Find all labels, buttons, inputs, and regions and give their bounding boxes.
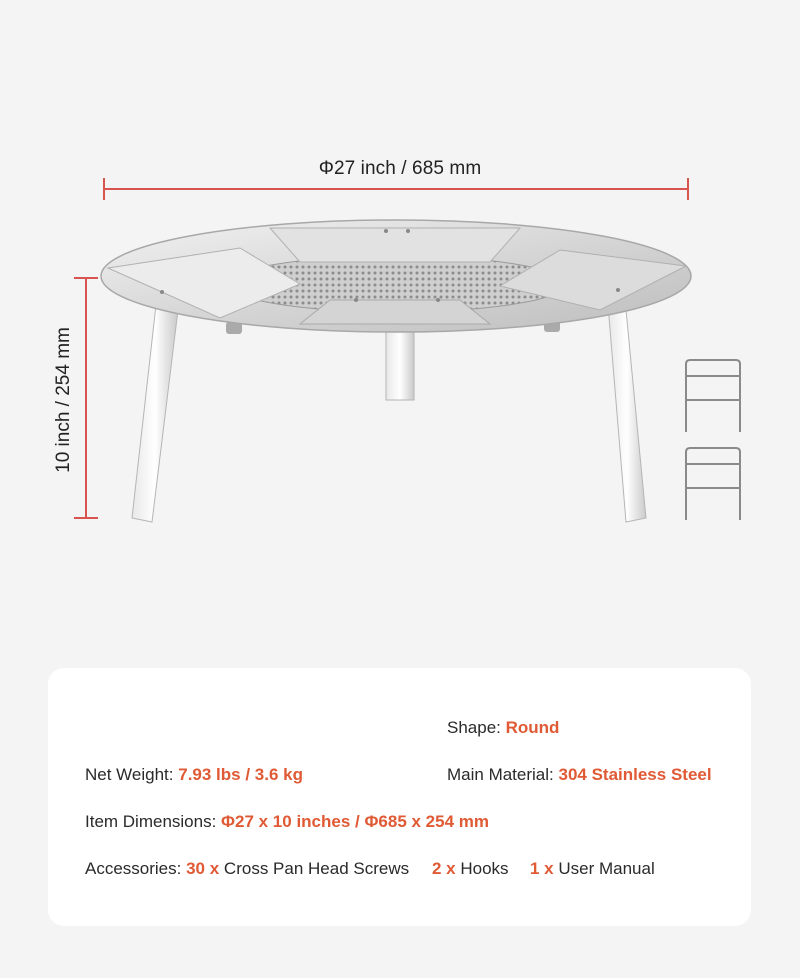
- spec-accessories: [85, 859, 409, 879]
- spec-accessories-label: Accessories:: [85, 859, 187, 878]
- spec-main-material-value: 304 Stainless Steel: [558, 765, 712, 784]
- spec-item-dimensions-value: Φ27 x 10 inches / Φ685 x 254 mm: [221, 812, 490, 831]
- spec-item-dimensions-label: Item Dimensions:: [85, 812, 222, 831]
- spec-main-material-label: Main Material:: [447, 765, 559, 784]
- table-top: [101, 220, 691, 332]
- spec-net-weight-label: Net Weight:: [85, 765, 179, 784]
- accessory-manual-name: User Manual: [558, 859, 655, 878]
- spec-main-material: [447, 765, 712, 785]
- width-dimension-line: [104, 178, 688, 200]
- spec-accessory-hooks: [432, 859, 509, 879]
- hook-accessory-1: [686, 360, 740, 432]
- spec-net-weight: [85, 765, 303, 785]
- accessory-hooks-qty: 2 x: [432, 859, 456, 878]
- spec-accessory-manual: [530, 859, 655, 879]
- spec-net-weight-value: 7.93 lbs / 3.6 kg: [178, 765, 303, 784]
- width-dimension-label: Φ27 inch / 685 mm: [318, 158, 482, 179]
- accessory-screws-name: Cross Pan Head Screws: [223, 859, 410, 878]
- hook-accessory-2: [686, 448, 740, 520]
- accessory-screws-qty: 30 x: [186, 859, 220, 878]
- spec-card: [48, 668, 751, 926]
- spec-shape-value: Round: [505, 718, 560, 737]
- accessory-hooks-name: Hooks: [460, 859, 509, 878]
- accessory-manual-qty: 1 x: [530, 859, 554, 878]
- spec-shape-label: Shape:: [447, 718, 506, 737]
- spec-item-dimensions: [85, 812, 489, 832]
- spec-shape: [447, 718, 559, 738]
- table-legs: [132, 305, 646, 522]
- height-dimension-label: 10 inch / 254 mm: [53, 327, 74, 473]
- height-dimension-line: [74, 278, 98, 518]
